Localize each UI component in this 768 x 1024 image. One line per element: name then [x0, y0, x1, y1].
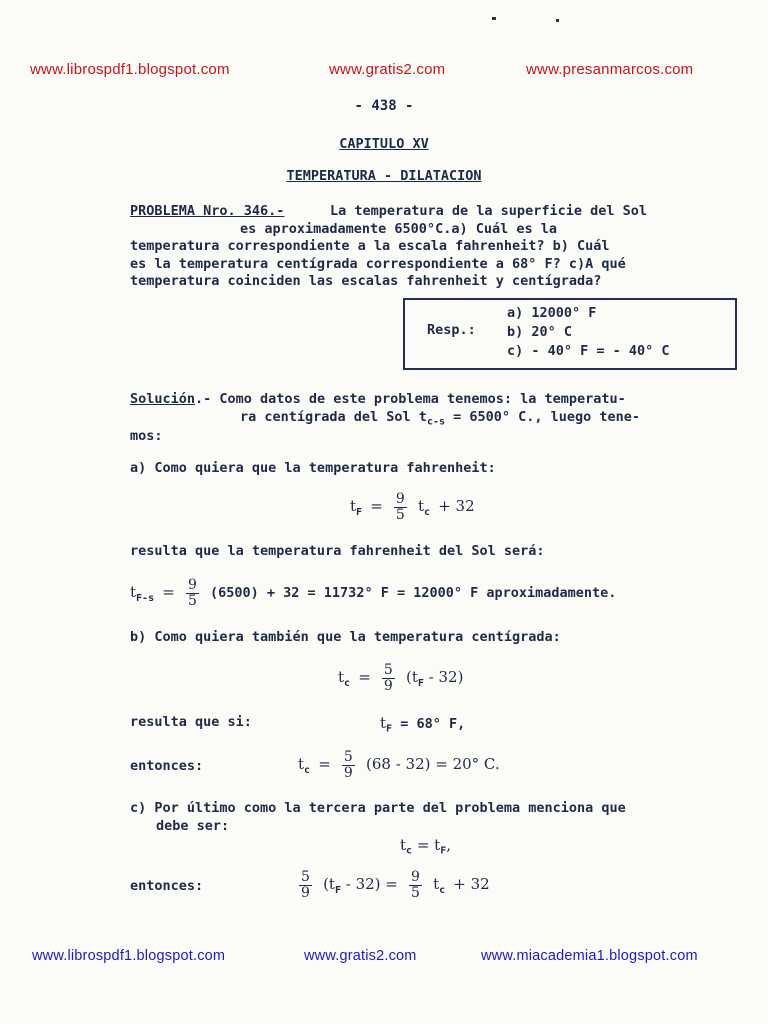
scan-speck [556, 19, 559, 22]
header-link-gratis2[interactable]: www.gratis2.com [329, 61, 446, 78]
numerator: 9 [395, 491, 405, 507]
eq-rhs: = t [412, 836, 441, 854]
calc-a-tail: (6500) + 32 = 11732° F = 12000° F aproximadamente. [210, 585, 617, 602]
problem-line: La temperatura de la superficie del Sol [330, 203, 647, 219]
formula-tail: + 32 [438, 497, 475, 516]
subscript: F [386, 723, 393, 735]
equals: = [370, 497, 383, 516]
var: t [417, 497, 425, 516]
value: = 68° F, [392, 716, 466, 732]
part-b: b) Como quiera también que la temperatura centígrada: [130, 629, 561, 645]
footer-link-gratis2[interactable]: www.gratis2.com [304, 948, 417, 964]
numerator: 9 [411, 869, 420, 885]
calc-b [298, 750, 500, 780]
response-item-a: a) 12000° F [507, 305, 597, 321]
subscript: c [439, 884, 446, 896]
var: t [130, 583, 137, 602]
final-formula [296, 870, 490, 900]
var: t [433, 875, 440, 894]
subscript: F [334, 884, 341, 896]
fraction-five-ninths [342, 750, 355, 780]
fraction-five-ninths [382, 663, 395, 693]
comma: , [446, 836, 452, 854]
calc-a [130, 578, 616, 608]
response-box [403, 298, 737, 370]
result-b-label: resulta que si: [130, 714, 252, 730]
subscript: F [356, 506, 363, 518]
solution-text: ra centígrada del Sol t [240, 409, 427, 425]
response-label: Resp.: [427, 322, 476, 338]
problem-line: temperatura coinciden las escalas fahrenheit y centígrada? [130, 273, 602, 289]
solution-text: = 6500° C., luego tene- [445, 409, 641, 425]
header-link-presanmarcos[interactable]: www.presanmarcos.com [526, 61, 694, 78]
header-link-librospdf[interactable]: www.librospdf1.blogspot.com [30, 61, 230, 78]
denominator: 5 [187, 592, 197, 609]
formula-tail: + 32 [453, 875, 490, 894]
var: t [400, 836, 407, 854]
solution-line [240, 409, 640, 428]
section-title: TEMPERATURA - DILATACION [286, 168, 482, 184]
denominator: 5 [411, 884, 420, 901]
response-item-b: b) 20° C [507, 324, 573, 340]
equals: = [162, 583, 175, 602]
var: t [338, 668, 345, 687]
subscript: c [304, 764, 311, 776]
subscript: c [344, 677, 351, 689]
eq-c [400, 836, 451, 857]
subscript: F [440, 845, 447, 857]
denominator: 9 [343, 764, 353, 781]
problem-line: temperatura correspondiente a la escala fahrenheit? b) Cuál [130, 238, 610, 254]
denominator: 9 [301, 884, 310, 901]
numerator: 5 [301, 869, 310, 885]
problem-label: PROBLEMA Nro. 346.- [130, 203, 285, 219]
page-number: - 438 - [354, 98, 414, 114]
problem-line: es la temperatura centígrada correspondiente a 68° F? c)A qué [130, 256, 626, 272]
problem-line: es aproximadamente 6500°C.a) Cuál es la [240, 221, 557, 237]
equals: = [358, 668, 371, 687]
solution-line: mos: [130, 428, 163, 444]
subscript: c-s [426, 416, 445, 428]
subscript: F-s [136, 592, 155, 604]
solution-intro [130, 391, 626, 407]
formula-mid: - 32) = [340, 875, 398, 894]
scan-speck [492, 17, 496, 20]
footer-link-miacademia[interactable]: www.miacademia1.blogspot.com [481, 948, 698, 964]
formula-a [350, 492, 475, 522]
calc-b-tail: (68 - 32) = 20° C. [365, 755, 500, 774]
subscript: F [417, 677, 424, 689]
numerator: 5 [343, 749, 353, 765]
part-a: a) Como quiera que la temperatura fahrenheit: [130, 460, 496, 476]
formula-tail: (t [405, 668, 418, 687]
result-b-value [380, 714, 465, 735]
final-label: entonces: [130, 878, 204, 894]
numerator: 9 [187, 577, 197, 593]
formula-b [338, 663, 463, 693]
response-item-c: c) - 40° F = - 40° C [507, 343, 670, 359]
fraction-nine-fifths [186, 578, 199, 608]
part-c: debe ser: [156, 818, 230, 834]
solution-line: .- Como datos de este problema tenemos: la temperatu- [195, 391, 626, 407]
equals: = [318, 755, 331, 774]
var: t [298, 755, 305, 774]
denominator: 9 [383, 677, 393, 694]
fraction-nine-fifths [409, 870, 422, 900]
var: t [380, 714, 387, 732]
footer-link-librospdf[interactable]: www.librospdf1.blogspot.com [32, 948, 226, 964]
numerator: 5 [383, 662, 393, 678]
subscript: c [406, 845, 413, 857]
result-a: resulta que la temperatura fahrenheit del Sol será: [130, 543, 545, 559]
formula-tail: - 32) [423, 668, 464, 687]
part-c: c) Por último como la tercera parte del problema menciona que [130, 800, 626, 816]
formula-mid: (t [323, 875, 335, 894]
var: t [350, 497, 357, 516]
fraction-five-ninths [299, 870, 312, 900]
chapter-title: CAPITULO XV [339, 136, 429, 152]
solution-label: Solución [130, 391, 196, 407]
subscript: c [424, 506, 431, 518]
fraction-nine-fifths [394, 492, 407, 522]
then-label: entonces: [130, 758, 204, 774]
denominator: 5 [395, 506, 405, 523]
